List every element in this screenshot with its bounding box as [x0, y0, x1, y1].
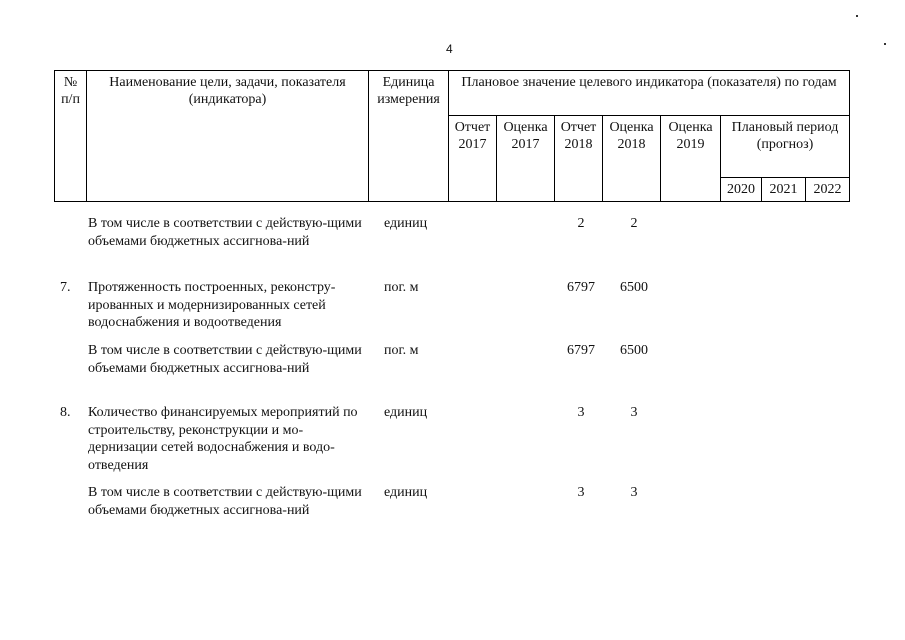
row-name: В том числе в соответствии с действую-щими объемами бюджетных ассигнова-ний [88, 485, 362, 518]
scan-speck [856, 15, 858, 17]
row-estimate-2018: 3 [630, 405, 638, 420]
row-report-2018: 3 [577, 405, 585, 420]
row-report-2018: 6797 [567, 280, 595, 295]
row-name: Количество финансируемых мероприятий по строительству, реконструкции и мо-дернизации сетей водоснабжения и водо-отведения [88, 405, 358, 473]
header-num: № п/п [55, 71, 87, 202]
header-year-2021: 2021 [762, 178, 806, 202]
row-name: В том числе в соответствии с действую-щими объемами бюджетных ассигнова-ний [88, 216, 362, 249]
row-report-2018: 2 [577, 216, 585, 231]
table-row [0, 215, 905, 275]
row-unit: единиц [384, 216, 428, 231]
page-number: 4 [446, 42, 453, 56]
table-row [0, 404, 905, 479]
header-year-2020: 2020 [721, 178, 762, 202]
row-unit: пог. м [384, 343, 419, 358]
indicator-table-header [54, 70, 850, 202]
header-estimate-2018: Оценка 2018 [603, 116, 661, 202]
row-report-2018: 6797 [567, 343, 595, 358]
header-estimate-2019: Оценка 2019 [661, 116, 721, 202]
row-estimate-2018: 2 [630, 216, 638, 231]
row-estimate-2018: 6500 [620, 343, 648, 358]
row-name: Протяженность построенных, реконстру-ированных и модернизированных сетей водоснабжения и водоотведения [88, 280, 336, 330]
header-forecast: Плановый период (прогноз) [721, 116, 850, 178]
row-estimate-2018: 3 [630, 485, 638, 500]
row-estimate-2018: 6500 [620, 280, 648, 295]
row-unit: единиц [384, 485, 428, 500]
row-number: 7. [60, 280, 71, 295]
row-report-2018: 3 [577, 485, 585, 500]
header-report-2017: Отчет 2017 [449, 116, 497, 202]
row-name: В том числе в соответствии с действую-щими объемами бюджетных ассигнова-ний [88, 343, 362, 376]
scan-speck [884, 43, 886, 45]
header-plan: Плановое значение целевого индикатора (показателя) по годам [449, 71, 850, 116]
header-year-2022: 2022 [806, 178, 850, 202]
row-unit: пог. м [384, 280, 419, 295]
row-number: 8. [60, 405, 71, 420]
header-name: Наименование цели, задачи, показателя (индикатора) [87, 71, 369, 202]
header-report-2018: Отчет 2018 [555, 116, 603, 202]
table-row [0, 484, 905, 544]
table-row [0, 279, 905, 339]
row-unit: единиц [384, 405, 428, 420]
header-unit: Единица измерения [369, 71, 449, 202]
header-estimate-2017: Оценка 2017 [497, 116, 555, 202]
table-row [0, 342, 905, 402]
